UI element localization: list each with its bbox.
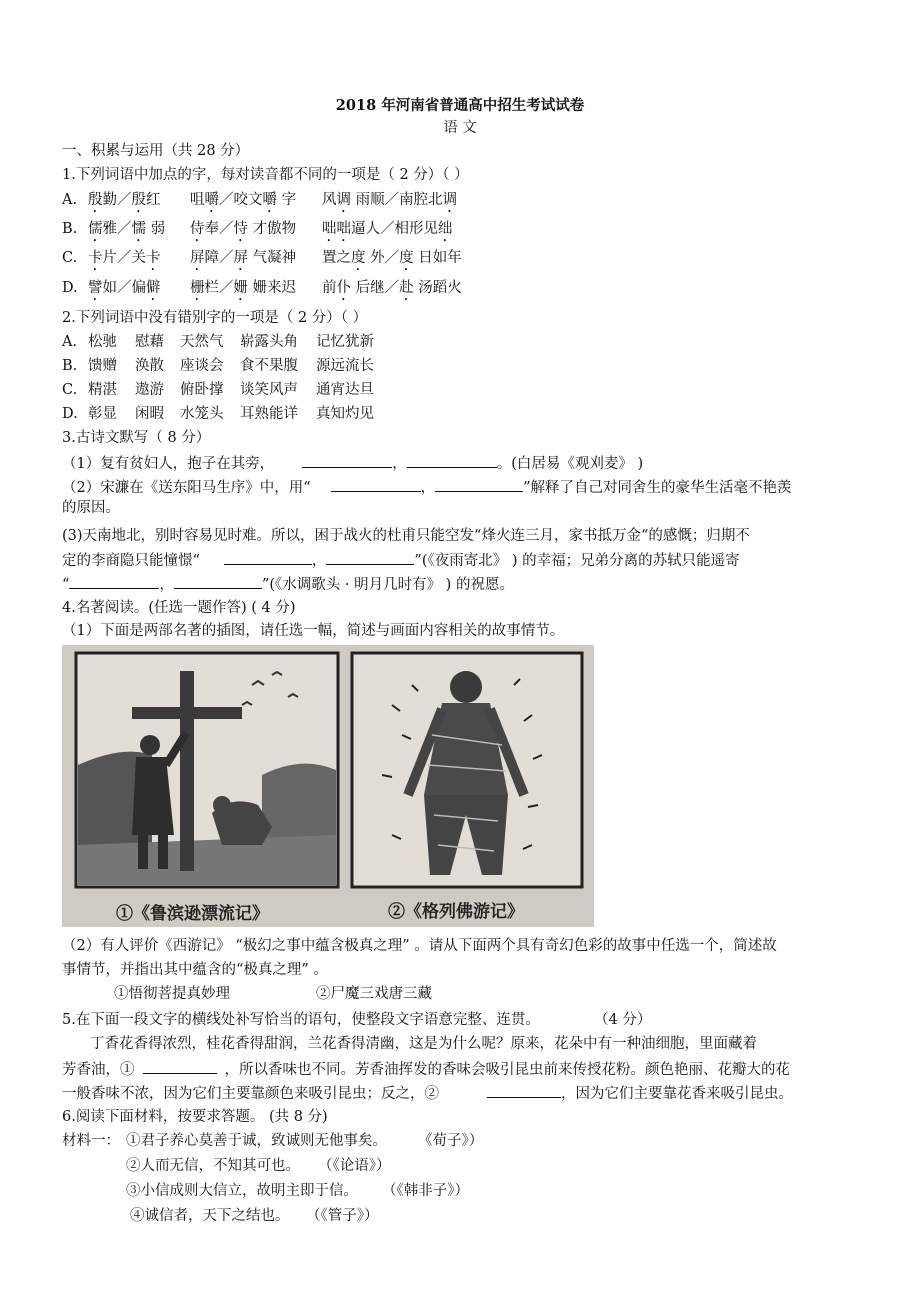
q4-choice-1: ①悟彻菩提真妙理 (114, 986, 230, 1002)
figure-1-caption: ①《鲁滨逊漂流记》 (116, 904, 269, 924)
illustrations-svg (62, 645, 594, 927)
q1-option-c-item-2: 屏障／屏 气凝神 (190, 250, 297, 266)
q2-word: 食不果腹 (240, 358, 298, 374)
q2-word: 真知灼见 (316, 406, 374, 422)
question-2-stem: 2.下列词语中没有错别字的一项是（ 2 分）（ ） (62, 310, 368, 326)
q3-part-3: (3)天南地北，别时容易见时难。所以，困于战火的杜甫只能空发“烽火连三月，家书抵万金“的感慨；归期不 (62, 528, 750, 544)
q2-word: 彰显 (88, 406, 117, 422)
q1-option-c-item-1: 卡片／关卡 (88, 250, 161, 266)
q5-line-2: 芳香油，① ，所以香味也不同。芳香油挥发的香味会吸引昆虫前来传授花粉。颜色艳丽、花瓣大的花 (62, 1058, 790, 1080)
q6-item-3: ③小信成则大信立，故明主即于信。 (126, 1183, 358, 1199)
question-4-stem: 4.名著阅读。(任选一题作答) ( 4 分) (62, 600, 296, 616)
q6-material-label: 材料一： (62, 1133, 120, 1149)
q2-word: 遨游 (135, 382, 164, 398)
q1-option-d-item-3: 前仆 后继／赴 汤蹈火 (322, 280, 462, 296)
q6-item-1: ①君子养心莫善于诚，致诚则无他事矣。 (126, 1133, 387, 1149)
q2-word: 精湛 (88, 382, 117, 398)
q2-word: 水笼头 (180, 406, 224, 422)
figure-2-caption: ②《格列佛游记》 (388, 902, 524, 922)
q3-part-2: （2）宋濂在《送东阳马生序》中，用“ ， ”解释了自己对同舍生的豪华生活毫不艳羡 (62, 476, 792, 498)
q1-option-a-item-3: 风调 雨顺／南腔北调 (322, 192, 458, 208)
exam-title: 2018 年河南省普通高中招生考试试卷 (335, 97, 585, 114)
q1-option-b-item-1: 儒雅／懦 弱 (88, 221, 166, 237)
q6-item-1-source: 《荀子》） (418, 1133, 484, 1149)
q2-word: 俯卧撑 (180, 382, 224, 398)
q5-line-3: 一般香味不浓，因为它们主要靠颜色来吸引昆虫；反之，② ，因为它们主要靠花香来吸引昆虫。 (62, 1082, 793, 1104)
q2-word: 天然气 (180, 334, 224, 350)
q6-item-4: ④诚信者，天下之结也。 (130, 1208, 290, 1224)
question-6-stem: 6.阅读下面材料，按要求答题。 (共 8 分) (62, 1109, 328, 1125)
gulliver-illustration (352, 653, 582, 887)
question-1-stem: 1.下列词语中加点的字，每对读音都不同的一项是（ 2 分）（ ） (62, 167, 469, 183)
q2-word: 通宵达旦 (316, 382, 374, 398)
q2-option-b-letter: B. (62, 358, 78, 374)
q1-option-d-item-1: 譬如／偏僻 (88, 280, 161, 296)
q3-part-2-cont: 的原因。 (62, 500, 120, 516)
question-3-stem: 3.古诗文默写（ 8 分） (62, 430, 211, 446)
q1-option-c-item-3: 置之度 外／度 日如年 (322, 250, 462, 266)
q2-word: 座谈会 (180, 358, 224, 374)
q2-option-a-letter: A. (62, 334, 78, 350)
q4-choice-2: ②尸魔三戏唐三藏 (316, 986, 432, 1002)
q2-word: 松驰 (88, 334, 117, 350)
q2-word: 崭露头角 (240, 334, 298, 350)
q2-word: 闲暇 (135, 406, 164, 422)
q1-option-a-letter: A. (62, 192, 78, 208)
q2-word: 耳熟能详 (240, 406, 298, 422)
q2-word: 慰藉 (135, 334, 164, 350)
q2-word: 源远流长 (316, 358, 374, 374)
q2-option-c-letter: C. (62, 382, 78, 398)
robinson-illustration (76, 653, 338, 887)
q1-option-d-letter: D. (62, 280, 78, 296)
q1-option-a-item-1: 殷勤／殷红 (88, 192, 161, 208)
q1-option-d-item-2: 栅栏／姗 姗来迟 (190, 280, 297, 296)
q1-option-b-item-2: 侍奉／恃 才傲物 (190, 221, 297, 237)
q6-item-3-source: （《韩非子》） (382, 1183, 469, 1199)
q3-part-1: （1）复有贫妇人，抱子在其旁， ， 。(白居易《观刈麦》 ) (62, 452, 643, 474)
q1-option-b-letter: B. (62, 221, 78, 237)
exam-subject: 语 文 (443, 120, 477, 136)
q5-line-1: 丁香花香得浓烈，桂花香得甜润，兰花香得清幽，这是为什么呢？原来，花朵中有一种油细胞，里面藏着 (90, 1036, 757, 1052)
q4-part-1: （1）下面是两部名著的插图，请任选一幅，简述与画面内容相关的故事情节。 (62, 623, 565, 639)
q2-word: 馈赠 (88, 358, 117, 374)
q1-option-a-item-2: 咀嚼／咬文嚼 字 (190, 192, 297, 208)
section-heading: 一、积累与运用（共 28 分） (62, 143, 250, 159)
question-5-score: （4 分） (594, 1012, 652, 1028)
q4-part-2: （2）有人评价《西游记》 “极幻之事中蕴含极真之理” 。请从下面两个具有奇幻色彩的故事中任选一个，简述故 (62, 938, 777, 954)
q6-item-4-source: （《管子》） (306, 1208, 379, 1224)
q3-part-3-line3: “ ， ”(《水调歌头 · 明月几时有》 ) 的祝愿。 (62, 573, 514, 595)
q2-word: 谈笑风声 (240, 382, 298, 398)
illustrations-figure (62, 645, 594, 927)
q2-option-d-letter: D. (62, 406, 78, 422)
q2-word: 涣散 (135, 358, 164, 374)
q3-part-3-line2: 定的李商隐只能憧憬“ ， ”(《夜雨寄北》 ) 的幸福；兄弟分离的苏轼只能遥寄 (62, 549, 740, 571)
q1-option-b-item-3: 咄咄逼人／相形见绌 (322, 221, 453, 237)
q6-item-2-source: （《论语》） (318, 1158, 391, 1174)
question-5-stem: 5.在下面一段文字的横线处补写恰当的语句，使整段文字语意完整、连贯。 (62, 1012, 540, 1028)
q4-part-2-cont: 事情节，并指出其中蕴含的“极真之理” 。 (62, 962, 328, 978)
q1-option-c-letter: C. (62, 250, 78, 266)
q2-word: 记忆犹新 (316, 334, 374, 350)
q6-item-2: ②人而无信，不知其可也。 (126, 1158, 300, 1174)
